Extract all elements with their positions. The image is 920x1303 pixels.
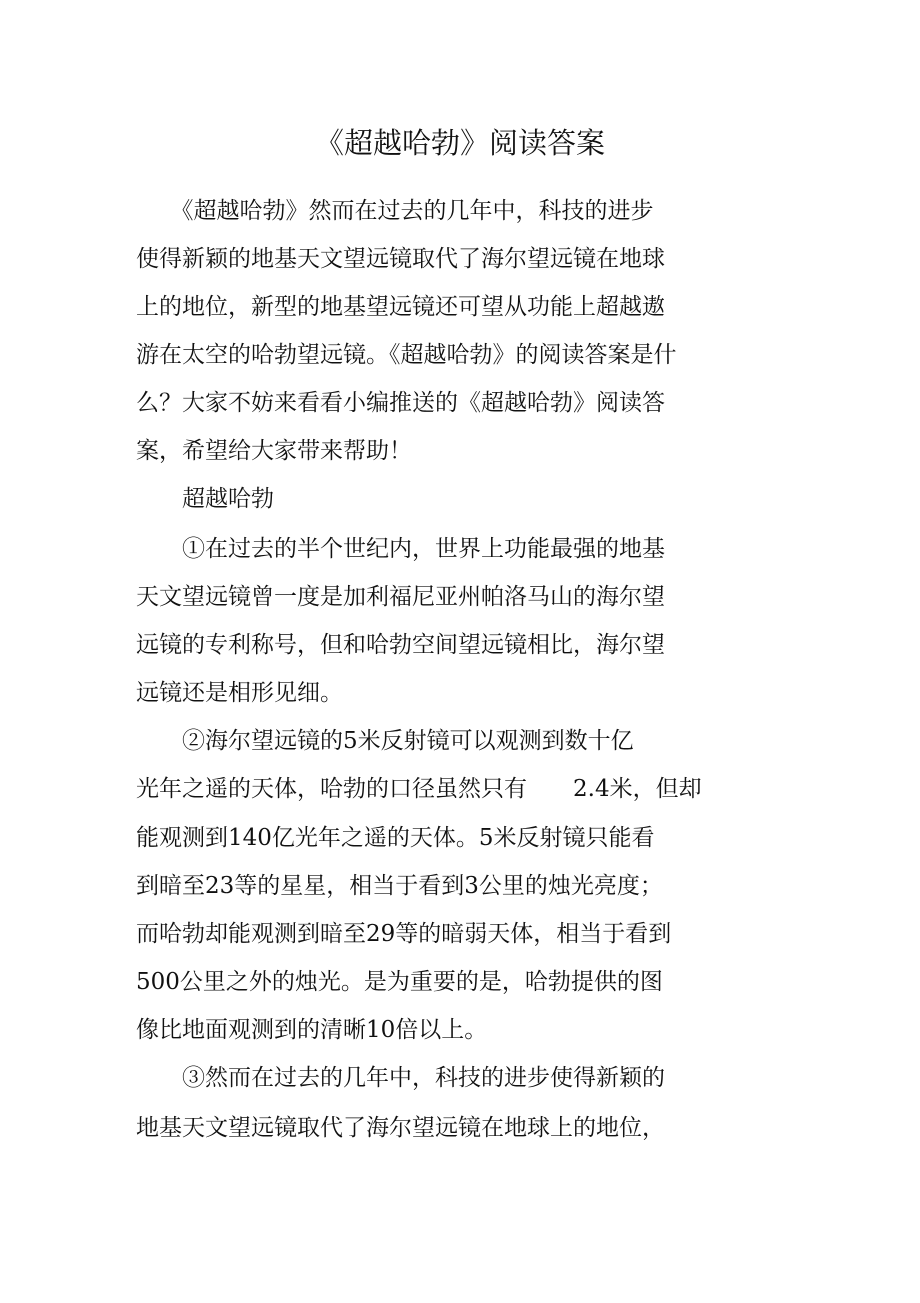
- text-line: 远镜的专利称号，但和哈勃空间望远镜相比，海尔望: [136, 632, 665, 658]
- text-line: 天文望远镜曾一度是加利福尼亚州帕洛马山的海尔望: [136, 584, 665, 610]
- text-line: 游在太空的哈勃望远镜。《超越哈勃》的阅读答案是什: [136, 342, 677, 368]
- text-line: 能观测到140亿光年之遥的天体。5米反射镜只能看: [136, 825, 655, 851]
- text-line: 案，希望给大家带来帮助！: [136, 438, 412, 464]
- page-title: 《超越哈勃》阅读答案: [314, 126, 605, 160]
- text-line: ③然而在过去的几年中，科技的进步使得新颖的: [136, 1065, 665, 1091]
- text-line: 而哈勃却能观测到暗至29等的暗弱天体，相当于看到: [136, 921, 672, 947]
- text-line: 上的地位，新型的地基望远镜还可望从功能上超越遨: [136, 294, 665, 320]
- text-line: 500公里之外的烛光。是为重要的是，哈勃提供的图: [136, 969, 663, 995]
- text-line: 光年之遥的天体，哈勃的口径虽然只有 2.4米，但却: [136, 776, 702, 802]
- text-line: 到暗至23等的星星，相当于看到3公里的烛光亮度；: [136, 873, 663, 899]
- text-line: 么？大家不妨来看看小编推送的《超越哈勃》阅读答: [136, 390, 665, 416]
- text-line: 《超越哈勃》然而在过去的几年中，科技的进步: [136, 198, 654, 224]
- section-heading: 超越哈勃: [136, 486, 274, 512]
- text-line: ①在过去的半个世纪内，世界上功能最强的地基: [136, 536, 665, 562]
- text-line: ②海尔望远镜的5米反射镜可以观测到数十亿: [136, 728, 634, 754]
- text-line: 像比地面观测到的清晰10倍以上。: [136, 1017, 488, 1043]
- text-line: 地基天文望远镜取代了海尔望远镜在地球上的地位，: [136, 1115, 665, 1141]
- text-line: 使得新颖的地基天文望远镜取代了海尔望远镜在地球: [136, 246, 665, 272]
- text-line: 远镜还是相形见细。: [136, 680, 343, 706]
